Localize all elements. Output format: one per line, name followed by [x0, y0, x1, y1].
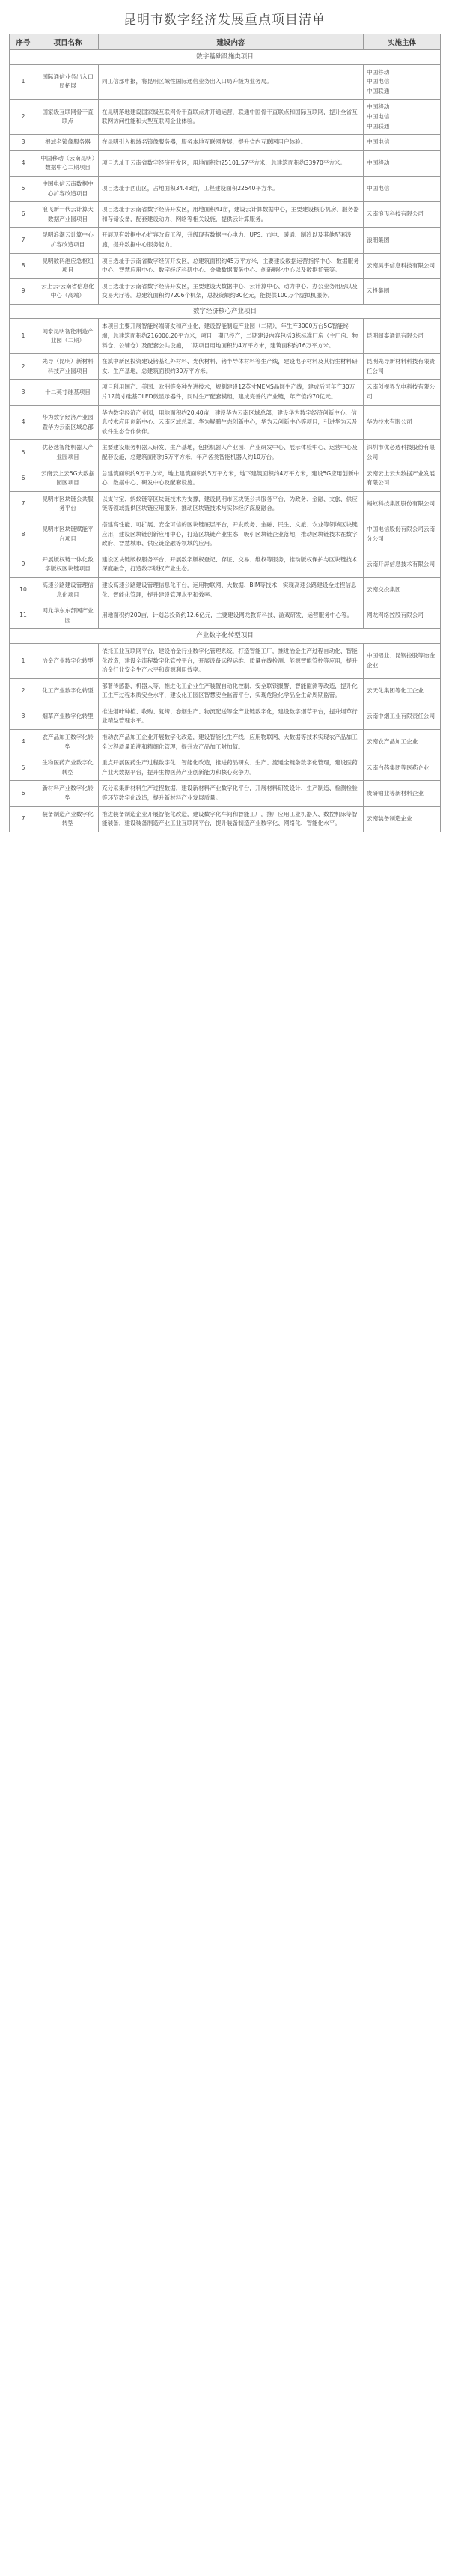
project-content: 搭建高性能、可扩展、安全可信的区块链底层平台，开发政务、金融、民生、文旅、农业等领域区块链应用，建设区块链创新应用中心，打造区块链产业生态，吸引区块链企业落地，推动区块链技术在数字政府、智慧城市、供应链金融等领域的应用。	[99, 517, 364, 552]
project-name: 昆明数码港应急枢纽项目	[37, 253, 99, 278]
row-number: 4	[10, 730, 37, 755]
implementing-entity: 云南交投集团	[364, 577, 441, 603]
section-title: 产业数字化转型项目	[10, 629, 441, 644]
table-row	[10, 577, 441, 603]
project-name: 云上云·云南省信息化中心（高端）	[37, 278, 99, 304]
row-number: 1	[10, 643, 37, 678]
project-content: 用地面积约200亩，计划总投资约12.6亿元，主要建设网龙教育科技、游戏研发、运营服务中心等。	[99, 603, 364, 629]
project-content: 在滇中新区投资建设锗基红外材料、光伏材料、锗半导体材料等生产线，建设电子材料及其衍生材料研发、生产基地，总建筑面积约30万平方米。	[99, 354, 364, 380]
row-number: 5	[10, 176, 37, 201]
table-row	[10, 64, 441, 100]
table-body	[10, 50, 441, 832]
implementing-entity: 昆明先导新材料科技有限责任公司	[364, 354, 441, 380]
table-row	[10, 405, 441, 440]
project-name: 装备制造产业数字化转型	[37, 806, 99, 832]
project-content: 项目选址于云南省数字经济开发区，主要建设大数据中心、云计算中心、动力中心、办公业务用房以及交易大厅等。总建筑面积约7206个机架，总投资额约30亿元，能提供100万个虚拟机服务。	[99, 278, 364, 304]
project-content: 推动农产品加工企业开展数字化改造，建设智能化生产线，应用物联网、大数据等技术实现农产品加工全过程质量追溯和精细化管理，提升农产品加工附加值。	[99, 730, 364, 755]
implementing-entity: 中国移动	[364, 150, 441, 176]
implementing-entity: 云南创视界光电科技有限公司	[364, 380, 441, 405]
project-content: 推进烟叶种植、收购、复烤、卷烟生产、物流配送等全产业链数字化，建设数字烟草平台，提升烟草行业精益管理水平。	[99, 704, 364, 729]
project-name: 华为数字经济产业园暨华为云南区域总部	[37, 405, 99, 440]
project-content: 项目选址于云南省数字经济开发区，总建筑面积约45万平方米，主要建设数据运营指挥中心、数据服务中心、智慧应用中心、数字经济科研中心、金融数据服务中心、创新孵化中心以及数据托管等。	[99, 253, 364, 278]
project-content: 部署传感器、机器人等，推进化工企业生产装置自动化控制、安全联锁报警、智能监测等改造，提升化工生产过程本质安全水平，建设化工园区智慧安全监管平台，实现危险化学品全生命周期监管。	[99, 678, 364, 704]
implementing-entity: 中国铝业、昆钢控股等冶金企业	[364, 643, 441, 678]
project-content: 总建筑面积约9万平方米，地上建筑面积约5万平方米，地下建筑面积约4万平方米，建设5G应用创新中心、数据中心、研发中心及配套设施。	[99, 466, 364, 491]
table-row	[10, 755, 441, 781]
table-row	[10, 643, 441, 678]
section-row	[10, 304, 441, 319]
row-number: 6	[10, 781, 37, 806]
project-name: 化工产业数字化转型	[37, 678, 99, 704]
table-row	[10, 491, 441, 517]
row-number: 9	[10, 552, 37, 577]
implementing-entity: 云南浪飞科技有限公司	[364, 202, 441, 228]
implementing-entity: 云南云上云大数据产业发展有限公司	[364, 466, 441, 491]
project-name: 生物医药产业数字化转型	[37, 755, 99, 781]
implementing-entity: 云南装备制造企业	[364, 806, 441, 832]
table-row	[10, 730, 441, 755]
header-content: 建设内容	[99, 34, 364, 50]
table-row	[10, 552, 441, 577]
table-row	[10, 150, 441, 176]
row-number: 4	[10, 405, 37, 440]
row-number: 2	[10, 678, 37, 704]
implementing-entity: 云天化集团等化工企业	[364, 678, 441, 704]
table-row	[10, 781, 441, 806]
header-name: 项目名称	[37, 34, 99, 50]
table-row	[10, 135, 441, 151]
table-row	[10, 202, 441, 228]
implementing-entity: 云南农产品加工企业	[364, 730, 441, 755]
row-number: 8	[10, 517, 37, 552]
table-row	[10, 440, 441, 466]
project-name: 十二英寸硅基项目	[37, 380, 99, 405]
row-number: 7	[10, 228, 37, 253]
header-org: 实施主体	[364, 34, 441, 50]
row-number: 11	[10, 603, 37, 629]
project-name: 烟草产业数字化转型	[37, 704, 99, 729]
project-name: 中国移动（云南昆明）数据中心二期项目	[37, 150, 99, 176]
project-name: 云南云上云5G大数据园区项目	[37, 466, 99, 491]
row-number: 3	[10, 380, 37, 405]
project-name: 优必选智能机器人产业园项目	[37, 440, 99, 466]
project-content: 以支付宝、蚂蚁链等区块链技术为支撑，建设昆明市区块链公共服务平台，为政务、金融、文旅、供应链等领域提供区块链应用服务，推动区块链技术与实体经济深度融合。	[99, 491, 364, 517]
table-row	[10, 678, 441, 704]
table-row	[10, 253, 441, 278]
project-name: 国际通信业务出入口局拓展	[37, 64, 99, 100]
table-header-row	[10, 34, 441, 50]
project-name: 浪飞新一代云计算大数据产业园项目	[37, 202, 99, 228]
row-number: 1	[10, 319, 37, 354]
implementing-entity: 中国移动 中国电信 中国联通	[364, 100, 441, 135]
row-number: 2	[10, 100, 37, 135]
implementing-entity: 中国电信	[364, 176, 441, 201]
row-number: 6	[10, 466, 37, 491]
section-row	[10, 629, 441, 644]
table-row	[10, 380, 441, 405]
row-number: 10	[10, 577, 37, 603]
table-row	[10, 354, 441, 380]
project-content: 重点开展医药生产过程数字化、智能化改造，推进药品研发、生产、流通全链条数字化管理，建设医药产业大数据平台，提升生物医药产业创新能力和核心竞争力。	[99, 755, 364, 781]
project-name: 农产品加工数字化转型	[37, 730, 99, 755]
project-content: 建设区块链版权服务平台，开展数字版权登记、存证、交易、维权等服务，推动版权保护与区块链技术深度融合，打造数字版权产业生态。	[99, 552, 364, 577]
project-table	[9, 34, 441, 832]
project-content: 充分采集新材料生产过程数据，建设新材料产业数字化平台，开展材料研发设计、生产制造、检测检验等环节数字化改造，提升新材料产业发展质量。	[99, 781, 364, 806]
project-content: 项目选址于云南省数字经济开发区，用地面积41亩，建设云计算数据中心，主要建设核心机房、服务器和存储设备，配套建设动力、网络等相关设施，提供云计算服务。	[99, 202, 364, 228]
row-number: 5	[10, 440, 37, 466]
project-content: 在昆明引入根域名镜像服务器，服务本地互联网发展，提升省内互联网用户体验。	[99, 135, 364, 151]
row-number: 1	[10, 64, 37, 100]
project-name: 昆明市区块链赋能平台项目	[37, 517, 99, 552]
implementing-entity: 中国电信股份有限公司云南分公司	[364, 517, 441, 552]
project-name: 闻泰昆明智能制造产业园（二期）	[37, 319, 99, 354]
project-content: 项目选址于云南省数字经济开发区，用地面积约25101.57平方米，总建筑面积约33970平方米。	[99, 150, 364, 176]
row-number: 7	[10, 806, 37, 832]
table-row	[10, 319, 441, 354]
implementing-entity: 云南中烟工业有限责任公司	[364, 704, 441, 729]
project-name: 冶金产业数字化转型	[37, 643, 99, 678]
project-name: 高速公路建设管理信息化项目	[37, 577, 99, 603]
project-content: 同工信部申报，将昆明区域性国际通信业务出入口局升级为业务局。	[99, 64, 364, 100]
project-content: 建设高速公路建设管理信息化平台，运用物联网、大数据、BIM等技术，实现高速公路建设全过程信息化、智能化管理，提升建设管理水平和效率。	[99, 577, 364, 603]
table-row	[10, 603, 441, 629]
table-row	[10, 466, 441, 491]
project-name: 根域名镜像服务器	[37, 135, 99, 151]
table-row	[10, 517, 441, 552]
implementing-entity: 浪潮集团	[364, 228, 441, 253]
implementing-entity: 云南白药集团等医药企业	[364, 755, 441, 781]
row-number: 7	[10, 491, 37, 517]
project-name: 昆明市区块链公共服务平台	[37, 491, 99, 517]
row-number: 8	[10, 253, 37, 278]
table-row	[10, 228, 441, 253]
project-name: 开展版权链一体化数字版权区块链项目	[37, 552, 99, 577]
implementing-entity: 华为技术有限公司	[364, 405, 441, 440]
project-name: 中国电信云南数据中心扩容改造项目	[37, 176, 99, 201]
implementing-entity: 中国电信	[364, 135, 441, 151]
section-title: 数字经济核心产业项目	[10, 304, 441, 319]
project-content: 主要建设服务机器人研发、生产基地，包括机器人产业园、产业研发中心、展示体验中心、运营中心及配套设施，总建筑面积约5万平方米，年产各类智能机器人约10万台。	[99, 440, 364, 466]
row-number: 9	[10, 278, 37, 304]
project-content: 依托工业互联网平台，建设冶金行业数字化管理系统，打造智能工厂，推进冶金生产过程自动化、智能化改造，建设全流程数字化管控平台，开展设备远程运维、质量在线检测、能源智能管控等应用，提升冶金行业安全生产水平和资源利用效率。	[99, 643, 364, 678]
implementing-entity: 中国移动 中国电信 中国联通	[364, 64, 441, 100]
row-number: 3	[10, 135, 37, 151]
project-content: 项目利用国产、美国、欧洲等多种先进技术，规划建设12英寸MEMS晶圆生产线，建成后可年产30万片12英寸硅基OLED微显示器件，同时生产配套模组，建成完善的产业链，年产值约70亿元。	[99, 380, 364, 405]
section-title: 数字基础设施类项目	[10, 50, 441, 65]
table-row	[10, 176, 441, 201]
project-name: 新材料产业数字化转型	[37, 781, 99, 806]
project-content: 本项目主要开展智能终端研发和产业化，建设智能制造产业园（二期），年生产3000万台5G智能终端，总建筑面积约216006.20平方米，项目一期已投产，二期建设内容包括3栋标准厂房（主厂房、物料仓、公辅仓）及配套公共设施，二期项目用地面积约4万平方米，建筑面积约16万平方米。	[99, 319, 364, 354]
document	[9, 0, 440, 832]
implementing-entity: 贵研铂业等新材料企业	[364, 781, 441, 806]
project-content: 华为数字经济产业园，用地面积约20.40亩，建设华为云南区域总部，建设华为数字经济创新中心、信息技术应用创新中心、云南区域总部、华为鲲鹏生态创新中心，华为云创新中心等项目，引进华为云及软件生态合作伙伴。	[99, 405, 364, 440]
table-row	[10, 278, 441, 304]
project-name: 网龙华东东部网产业园	[37, 603, 99, 629]
row-number: 3	[10, 704, 37, 729]
project-content: 在昆明落地建设国家级互联网骨干直联点并开通运营，联通中国骨干直联点和国际互联网，提升全省互联网访问性能和大型互联网企业体验。	[99, 100, 364, 135]
section-row	[10, 50, 441, 65]
row-number: 4	[10, 150, 37, 176]
implementing-entity: 网龙网络控股有限公司	[364, 603, 441, 629]
implementing-entity: 云南昊宇信息科技有限公司	[364, 253, 441, 278]
document-title: 昆明市数字经济发展重点项目清单	[123, 13, 326, 28]
table-row	[10, 704, 441, 729]
row-number: 6	[10, 202, 37, 228]
table-row	[10, 100, 441, 135]
table-row	[10, 806, 441, 832]
implementing-entity: 深圳市优必选科技股份有限公司	[364, 440, 441, 466]
row-number: 5	[10, 755, 37, 781]
header-no: 序号	[10, 34, 37, 50]
project-content: 项目选址于西山区，占地面积34.43亩，工程建设面积22540平方米。	[99, 176, 364, 201]
project-name: 先导（昆明）新材料科技产业园项目	[37, 354, 99, 380]
implementing-entity: 云南开屏信息技术有限公司	[364, 552, 441, 577]
implementing-entity: 昆明闻泰通讯有限公司	[364, 319, 441, 354]
project-content: 推进装备制造企业开展智能化改造，建设数字化车间和智能工厂，推广应用工业机器人、数控机床等智能装备，建设装备制造产业工业互联网平台，提升装备制造产业数字化、网络化、智能化水平。	[99, 806, 364, 832]
implementing-entity: 云投集团	[364, 278, 441, 304]
row-number: 2	[10, 354, 37, 380]
project-name: 国家级互联网骨干直联点	[37, 100, 99, 135]
project-name: 昆明浪潮云计算中心扩容改造项目	[37, 228, 99, 253]
implementing-entity: 蚂蚁科技集团股份有限公司	[364, 491, 441, 517]
project-content: 开展现有数据中心扩容改造工程，升级现有数据中心电力、UPS、市电、暖通、制冷以及其他配套设施，提升数据中心服务能力。	[99, 228, 364, 253]
